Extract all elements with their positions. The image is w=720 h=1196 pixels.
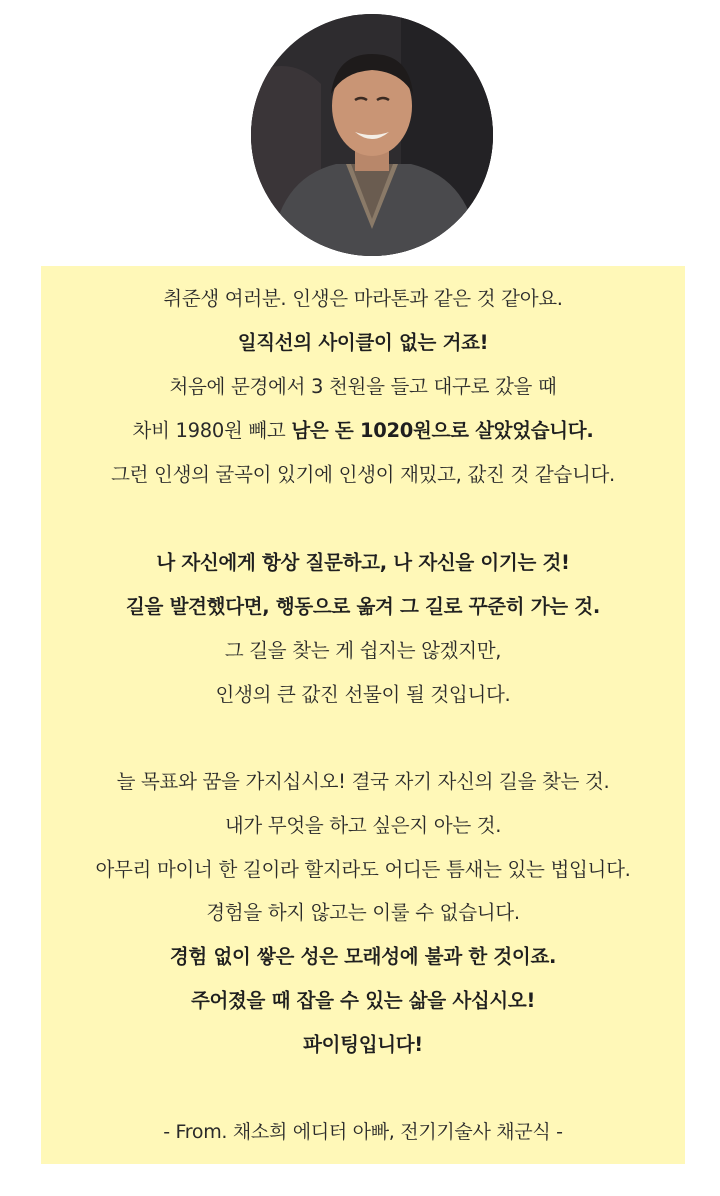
letter-line [41, 418, 685, 444]
letter-line-highlight: 길을 발견했다면, 행동으로 옮겨 그 길로 꾸준히 가는 것. [126, 595, 600, 618]
letter-line-highlight: 주어졌을 때 잡을 수 있는 삶을 사십시오! [190, 989, 536, 1012]
letter-line: 취준생 여러분. 인생은 마라톤과 같은 것 같아요. [163, 287, 563, 310]
letter-line-text: 차비 1980원 빼고 [132, 419, 292, 442]
letter-line: 그 길을 찾는 게 쉽지는 않겠지만, [224, 639, 502, 662]
author-portrait [251, 14, 493, 256]
letter-card [41, 266, 685, 1164]
letter-line: 늘 목표와 꿈을 가지십시오! 결국 자기 자신의 길을 찾는 것. [116, 770, 610, 793]
letter-line: 인생의 큰 값진 선물이 될 것입니다. [215, 683, 511, 706]
letter-line: 처음에 문경에서 3 천원을 들고 대구로 갔을 때 [169, 375, 557, 398]
letter-line-highlight: 나 자신에게 항상 질문하고, 나 자신을 이기는 것! [156, 551, 570, 574]
letter-line: 경험을 하지 않고는 이룰 수 없습니다. [206, 901, 520, 924]
letter-line-highlight: 경험 없이 쌓은 성은 모래성에 불과 한 것이죠. [169, 945, 557, 968]
portrait-photo [251, 14, 493, 256]
letter-line: 그런 인생의 굴곡이 있기에 인생이 재밌고, 값진 것 같습니다. [111, 463, 615, 486]
letter-line: 내가 무엇을 하고 싶은지 아는 것. [224, 814, 502, 837]
letter-line-highlight: 일직선의 사이클이 없는 거죠! [237, 331, 489, 354]
letter-line-highlight: 파이팅입니다! [303, 1033, 423, 1056]
letter-line: 아무리 마이너 한 길이라 할지라도 어디든 틈새는 있는 법입니다. [95, 858, 631, 881]
letter-signature: - From. 채소희 에디터 아빠, 전기기술사 채군식 - [163, 1121, 563, 1143]
letter-line-highlight-text: 남은 돈 1020원으로 살았었습니다. [291, 419, 594, 442]
